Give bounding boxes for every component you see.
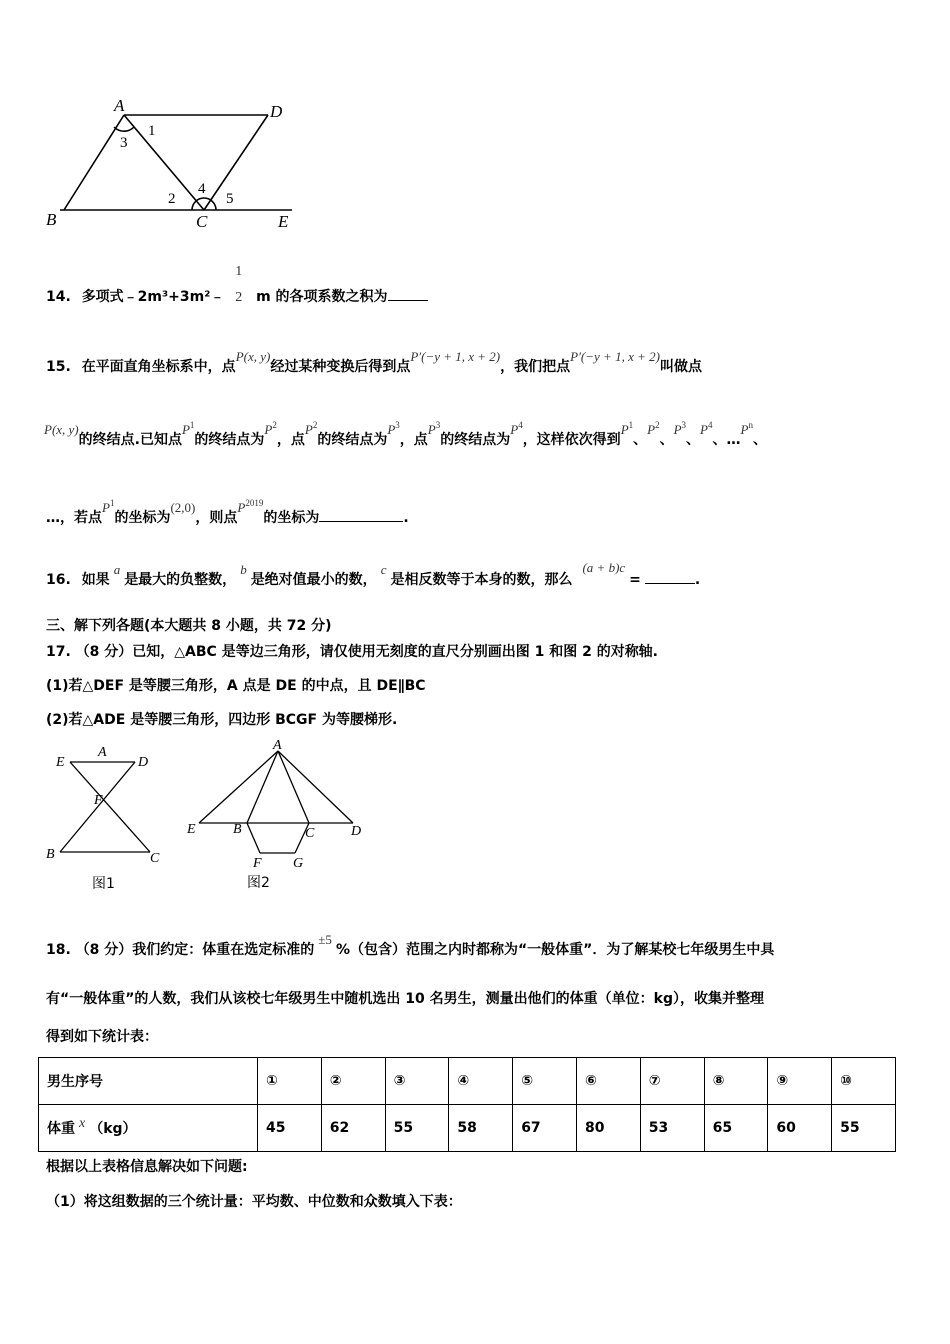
question-number: 16. — [46, 572, 71, 588]
question-number: 14. — [46, 289, 71, 305]
table-cell: 53 — [640, 1105, 704, 1152]
table-cell: ① — [258, 1058, 322, 1105]
point-C-label: C — [196, 212, 208, 231]
fig1-label-E: E — [56, 755, 65, 770]
q15-text: ，这样依次得到 — [522, 432, 621, 448]
fig2-label-E: E — [187, 822, 196, 837]
variable-b: b — [240, 562, 247, 577]
q15-text: 叫做点 — [659, 359, 702, 375]
table-cell: 80 — [576, 1105, 640, 1152]
q15-text: 的终结点为 — [317, 432, 388, 448]
q16-text: 是相反数等于本身的数，那么 — [390, 572, 573, 588]
separator: 、 — [633, 432, 648, 448]
angle-3-label: 3 — [120, 135, 128, 151]
point-p1: $P^1$ — [102, 498, 115, 515]
q15-text: 的坐标为 — [114, 510, 171, 526]
point-p3: $P^3$ — [673, 420, 687, 437]
point-p-expr: P(x, y) — [235, 349, 271, 364]
answer-blank[interactable] — [645, 569, 695, 584]
equals: = — [629, 572, 641, 588]
table-cell: ③ — [385, 1058, 449, 1105]
point-p1: $P^1$ — [181, 420, 195, 437]
point-p3: $P^3$ — [387, 420, 400, 437]
q16-text: 是最大的负整数， — [124, 572, 237, 588]
question-18-line1 — [46, 932, 775, 960]
question-18-after-table: 根据以上表格信息解决如下问题: — [46, 1159, 248, 1175]
angle-5-label: 5 — [226, 191, 234, 207]
q15-text: 经过某种变换后得到点 — [270, 359, 411, 375]
angle-1-label: 1 — [148, 123, 156, 139]
question-17-part1: (1)若△DEF 是等腰三角形，A 点是 DE 的中点，且 DE∥BC — [46, 678, 426, 694]
table-cell: ⑨ — [768, 1058, 832, 1105]
point-p-prime-expr: P′(−y + 1, x + 2) — [570, 349, 660, 364]
variable-a: a — [113, 562, 121, 577]
section-3-title: 三、解下列各题(本大题共 8 小题，共 72 分) — [46, 618, 332, 634]
table-cell: 55 — [832, 1105, 896, 1152]
q18-text: 18. （8 分）我们约定：体重在选定标准的 — [46, 942, 315, 958]
point-p-expr: P(x, y) — [44, 422, 79, 437]
period: . — [694, 572, 701, 588]
fig1-label-D: D — [138, 755, 149, 770]
fig2-label-A: A — [273, 738, 282, 753]
table-cell: 67 — [513, 1105, 577, 1152]
q15-text: ，则点 — [195, 510, 238, 526]
point-p2: $P^2$ — [264, 420, 277, 437]
fig2-label-D: D — [351, 824, 362, 839]
fig1-label-F: F — [94, 793, 103, 808]
fig1-caption: 图1 — [92, 876, 115, 892]
question-17-line1: 17. （8 分）已知，△ABC 是等边三角形，请仅使用无刻度的直尺分别画出图 1 和图 2 的对称轴. — [46, 644, 659, 660]
fig2-caption: 图2 — [247, 875, 270, 891]
figure-1 — [40, 740, 180, 900]
q15-text: …，若点 — [46, 510, 102, 526]
question-15-line3 — [46, 498, 409, 529]
fig1-label-C: C — [150, 851, 160, 866]
question-16 — [46, 560, 701, 590]
fig1-label-B: B — [46, 847, 55, 862]
q15-text: ，点 — [276, 432, 305, 448]
fig2-label-F: F — [253, 856, 262, 871]
point-B-label: B — [46, 210, 57, 229]
parallelogram-figure — [40, 95, 310, 235]
figure-2 — [185, 737, 375, 897]
table-cell: ⑧ — [704, 1058, 768, 1105]
fraction-half: 1 2 — [235, 264, 243, 305]
q14-text-after: m 的各项系数之积为 — [256, 289, 388, 305]
table-cell: ④ — [449, 1058, 513, 1105]
question-14 — [46, 264, 428, 307]
fig2-label-B: B — [233, 822, 242, 837]
question-18-part1: （1）将这组数据的三个统计量：平均数、中位数和众数填入下表： — [46, 1194, 462, 1210]
table-cell: 62 — [321, 1105, 385, 1152]
table-cell: ⑩ — [832, 1058, 896, 1105]
point-p2: $P^2$ — [647, 420, 660, 437]
q15-text: ，点 — [399, 432, 428, 448]
table-cell: ⑤ — [513, 1058, 577, 1105]
question-15-line2 — [44, 420, 767, 451]
separator: 、… — [712, 432, 741, 448]
point-p4: $P^4$ — [700, 420, 713, 437]
weight-table — [38, 1057, 896, 1152]
table-cell: 65 — [704, 1105, 768, 1152]
answer-blank[interactable] — [319, 507, 403, 522]
question-18-line2: 有“一般体重”的人数，我们从该校七年级男生中随机选出 10 名男生，测量出他们的体重（单位：kg），收集并整理 — [46, 991, 764, 1007]
point-A-label: A — [114, 96, 125, 115]
fig2-label-G: G — [293, 856, 304, 871]
separator: 、 — [686, 432, 701, 448]
table-cell: 45 — [258, 1105, 322, 1152]
fig1-label-A: A — [98, 745, 107, 760]
point-p-prime-expr: P′(−y + 1, x + 2) — [410, 349, 501, 364]
fig2-label-C: C — [305, 826, 315, 841]
plus-minus-5: ±5 — [318, 932, 332, 947]
coordinate-expr: (2,0) — [170, 500, 196, 515]
question-17-part2: (2)若△ADE 是等腰三角形，四边形 BCGF 为等腰梯形. — [46, 712, 398, 728]
table-row — [39, 1058, 896, 1105]
angle-4-label: 4 — [198, 181, 206, 197]
point-p3: $P^3$ — [427, 420, 441, 437]
q14-text: 多项式﹣2m³+3m²﹣ — [81, 289, 225, 305]
separator: 、 — [752, 432, 767, 448]
q15-text: 的坐标为 — [263, 510, 320, 526]
q15-text: 在平面直角坐标系中，点 — [81, 359, 236, 375]
table-header-weight: 体重 x （kg） — [39, 1105, 258, 1152]
table-cell: ⑥ — [576, 1058, 640, 1105]
q15-text: 的终结点为 — [194, 432, 265, 448]
point-pn: $P^n$ — [740, 420, 753, 437]
q16-text: 是绝对值最小的数， — [250, 572, 377, 588]
table-row — [39, 1105, 896, 1152]
table-cell: ⑦ — [640, 1058, 704, 1105]
point-p4: $P^4$ — [510, 420, 523, 437]
table-cell: 55 — [385, 1105, 449, 1152]
q15-text: 的终结点为 — [440, 432, 511, 448]
point-p2019: $P^{2019}$ — [237, 498, 264, 515]
answer-blank[interactable] — [388, 286, 428, 301]
q18-text: %（包含）范围之内时都称为“一般体重”．为了解某校七年级男生中具 — [335, 942, 775, 958]
point-E-label: E — [278, 212, 289, 231]
angle-2-label: 2 — [168, 191, 176, 207]
table-cell: ② — [321, 1058, 385, 1105]
table-cell: 58 — [449, 1105, 513, 1152]
period: . — [403, 510, 409, 526]
question-number: 15. — [46, 359, 71, 375]
question-18-line3: 得到如下统计表： — [46, 1029, 158, 1045]
table-cell: 60 — [768, 1105, 832, 1152]
q15-text: ，我们把点 — [500, 359, 571, 375]
point-D-label: D — [270, 102, 283, 121]
point-p1: $P^1$ — [620, 420, 634, 437]
separator: 、 — [659, 432, 674, 448]
q15-text: 的终结点.已知点 — [78, 432, 182, 448]
variable-c: c — [380, 562, 387, 577]
question-15-line1 — [46, 349, 702, 377]
point-p2: $P^2$ — [304, 420, 318, 437]
table-header-id: 男生序号 — [39, 1058, 258, 1105]
q16-text: 如果 — [81, 572, 110, 588]
expression: (a + b)c — [582, 560, 626, 575]
